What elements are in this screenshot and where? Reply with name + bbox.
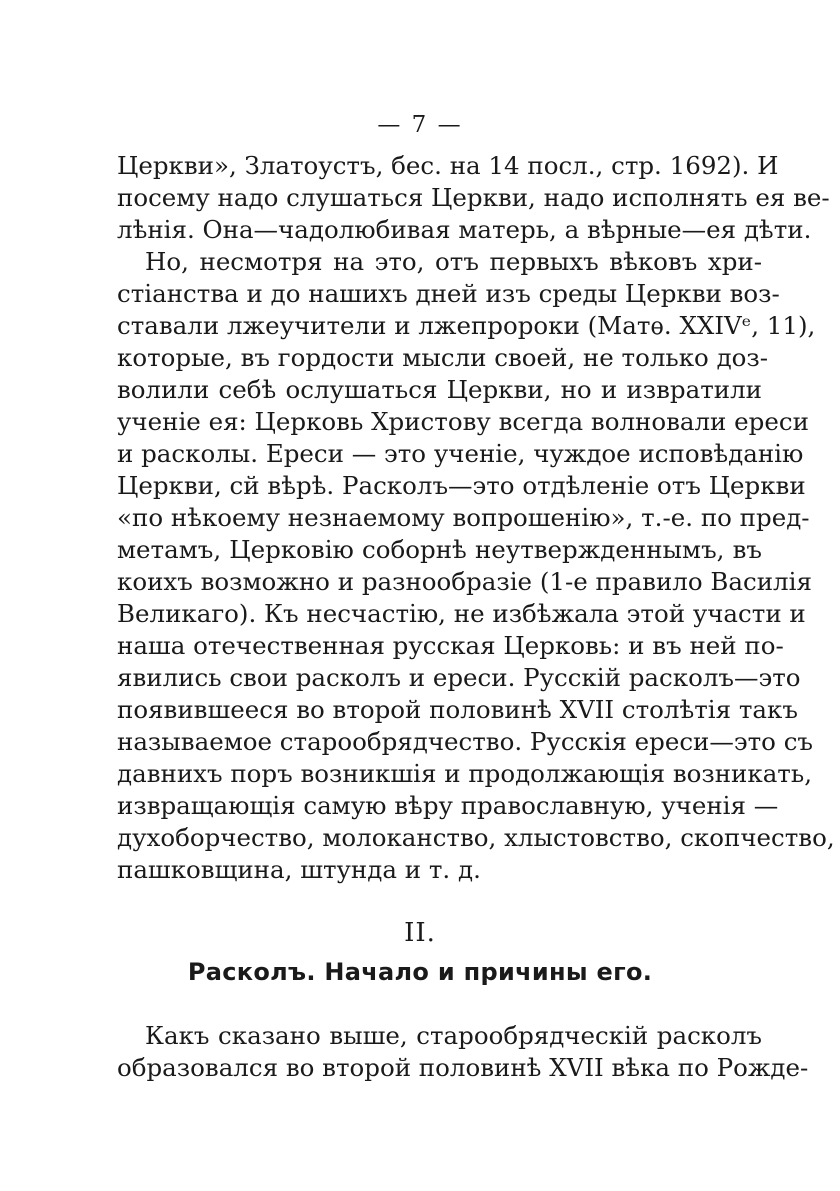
text-line: и расколы. Ереси — это ученіе, чуждое исповѣданію: [117, 439, 804, 468]
text-line: духоборчество, молоканство, хлыстовство, скопчество,: [117, 823, 835, 852]
text-line: Какъ сказано выше, старообрядческій расколъ: [145, 1021, 762, 1050]
text-line: появившееся во второй половинѣ XVII столѣтія такъ: [117, 695, 798, 724]
text-line: посему надо слушаться Церкви, надо исполнять ея ве-: [117, 183, 830, 212]
page-number: — 7 —: [377, 112, 463, 138]
text-line: извращающія самую вѣру православную, ученія —: [117, 791, 779, 820]
body-text: [117, 150, 835, 886]
paragraph-2: [117, 246, 835, 886]
text-line: давнихъ поръ возникшія и продолжающія возникать,: [117, 759, 812, 788]
text-line: коихъ возможно и разнообразіе (1-е правило Василія: [117, 567, 812, 596]
section-title: Расколъ. Начало и причины его.: [187, 958, 653, 986]
text-line: ставали лжеучители и лжепророки (Матѳ. XXIVᵉ, 11),: [117, 311, 816, 340]
paragraph-1: [117, 150, 830, 246]
text-line: лѣнія. Она—чадолюбивая матерь, а вѣрные—ея дѣти.: [117, 215, 812, 244]
text-line: Церкви», Златоустъ, бес. на 14 посл., стр. 1692). И: [117, 151, 779, 180]
text-line: Великаго). Къ несчастію, не избѣжала этой участи и: [117, 599, 806, 628]
text-line: волили себѣ ослушаться Церкви, но и извратили: [117, 375, 762, 404]
text-line: которые, въ гордости мысли своей, не только доз-: [117, 343, 769, 372]
text-line: метамъ, Церковію соборнѣ неутвержденнымъ, въ: [117, 535, 762, 564]
text-line: наша отечественная русская Церковь: и въ ней по-: [117, 631, 784, 660]
text-line: ученіе ея: Церковь Христову всегда волновали ереси: [117, 407, 809, 436]
text-line: явились свои расколъ и ереси. Русскій расколъ—это: [117, 663, 801, 692]
text-line: пашковщина, штунда и т. д.: [117, 855, 481, 884]
text-line: Но, несмотря на это, отъ первыхъ вѣковъ хри-: [145, 247, 762, 276]
section-number: II.: [404, 918, 436, 948]
text-line: образовался во второй половинѣ XVII вѣка по Рожде-: [117, 1053, 809, 1082]
text-line: стіанства и до нашихъ дней изъ среды Церкви воз-: [117, 279, 780, 308]
text-line: «по нѣкоему незнаемому вопрошенію», т.-е. по пред-: [117, 503, 810, 532]
section-paragraph: [117, 1020, 809, 1084]
text-line: называемое старообрядчество. Русскія ереси—это съ: [117, 727, 814, 756]
text-line: Церкви, сй вѣрѣ. Расколъ—это отдѣленіе отъ Церкви: [117, 471, 806, 500]
